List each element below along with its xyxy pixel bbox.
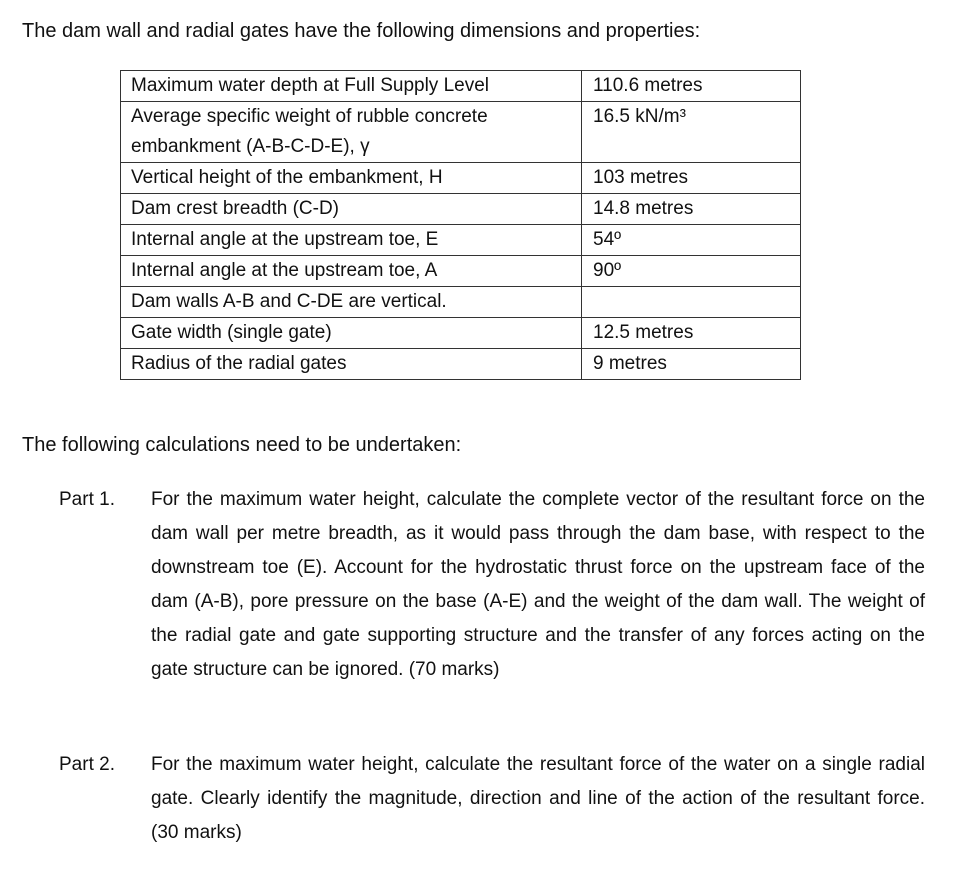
part-2-label: Part 2. [59, 754, 115, 775]
property-label: Average specific weight of rubble concrete embankment (A-B-C-D-E), γ [121, 102, 582, 163]
table-row [121, 194, 801, 225]
property-label: Internal angle at the upstream toe, A [121, 256, 582, 287]
table-row [121, 287, 801, 318]
table-row [121, 163, 801, 194]
table-row [121, 102, 801, 163]
property-label: Radius of the radial gates [121, 349, 582, 380]
property-label: Dam crest breadth (C-D) [121, 194, 582, 225]
properties-table [120, 70, 801, 380]
property-value: 12.5 metres [582, 318, 801, 349]
property-value: 14.8 metres [582, 194, 801, 225]
part-1-text: For the maximum water height, calculate the complete vector of the resultant force on the dam wall per metre breadth, as it would pass through the dam base, with respect to the downstream toe (E). Account for the hydrostatic thrust force on the upstream face of the dam (A-B), pore pressure on the base (A-E) and the weight of the dam wall. The weight of the radial gate and gate supporting structure and the transfer of any forces acting on the gate structure can be ignored. (70 marks) [151, 489, 925, 680]
property-value: 90º [582, 256, 801, 287]
property-value: 16.5 kN/m³ [582, 102, 801, 163]
property-label: Dam walls A-B and C-DE are vertical. [121, 287, 582, 318]
property-label: Vertical height of the embankment, H [121, 163, 582, 194]
property-value: 103 metres [582, 163, 801, 194]
part-2-text: For the maximum water height, calculate the resultant force of the water on a single radial gate. Clearly identify the magnitude, direction and line of the action of the resultant force. (30 marks) [151, 754, 925, 843]
property-value: 110.6 metres [582, 71, 801, 102]
property-label: Internal angle at the upstream toe, E [121, 225, 582, 256]
calculations-heading: The following calculations need to be undertaken: [22, 434, 462, 456]
property-label: Maximum water depth at Full Supply Level [121, 71, 582, 102]
table-row [121, 318, 801, 349]
property-value [582, 287, 801, 318]
intro-text: The dam wall and radial gates have the following dimensions and properties: [22, 20, 701, 42]
table-row [121, 71, 801, 102]
table-row [121, 225, 801, 256]
part-1-label: Part 1. [59, 489, 115, 510]
table-row [121, 349, 801, 380]
property-label: Gate width (single gate) [121, 318, 582, 349]
property-value: 54º [582, 225, 801, 256]
property-value: 9 metres [582, 349, 801, 380]
table-row [121, 256, 801, 287]
